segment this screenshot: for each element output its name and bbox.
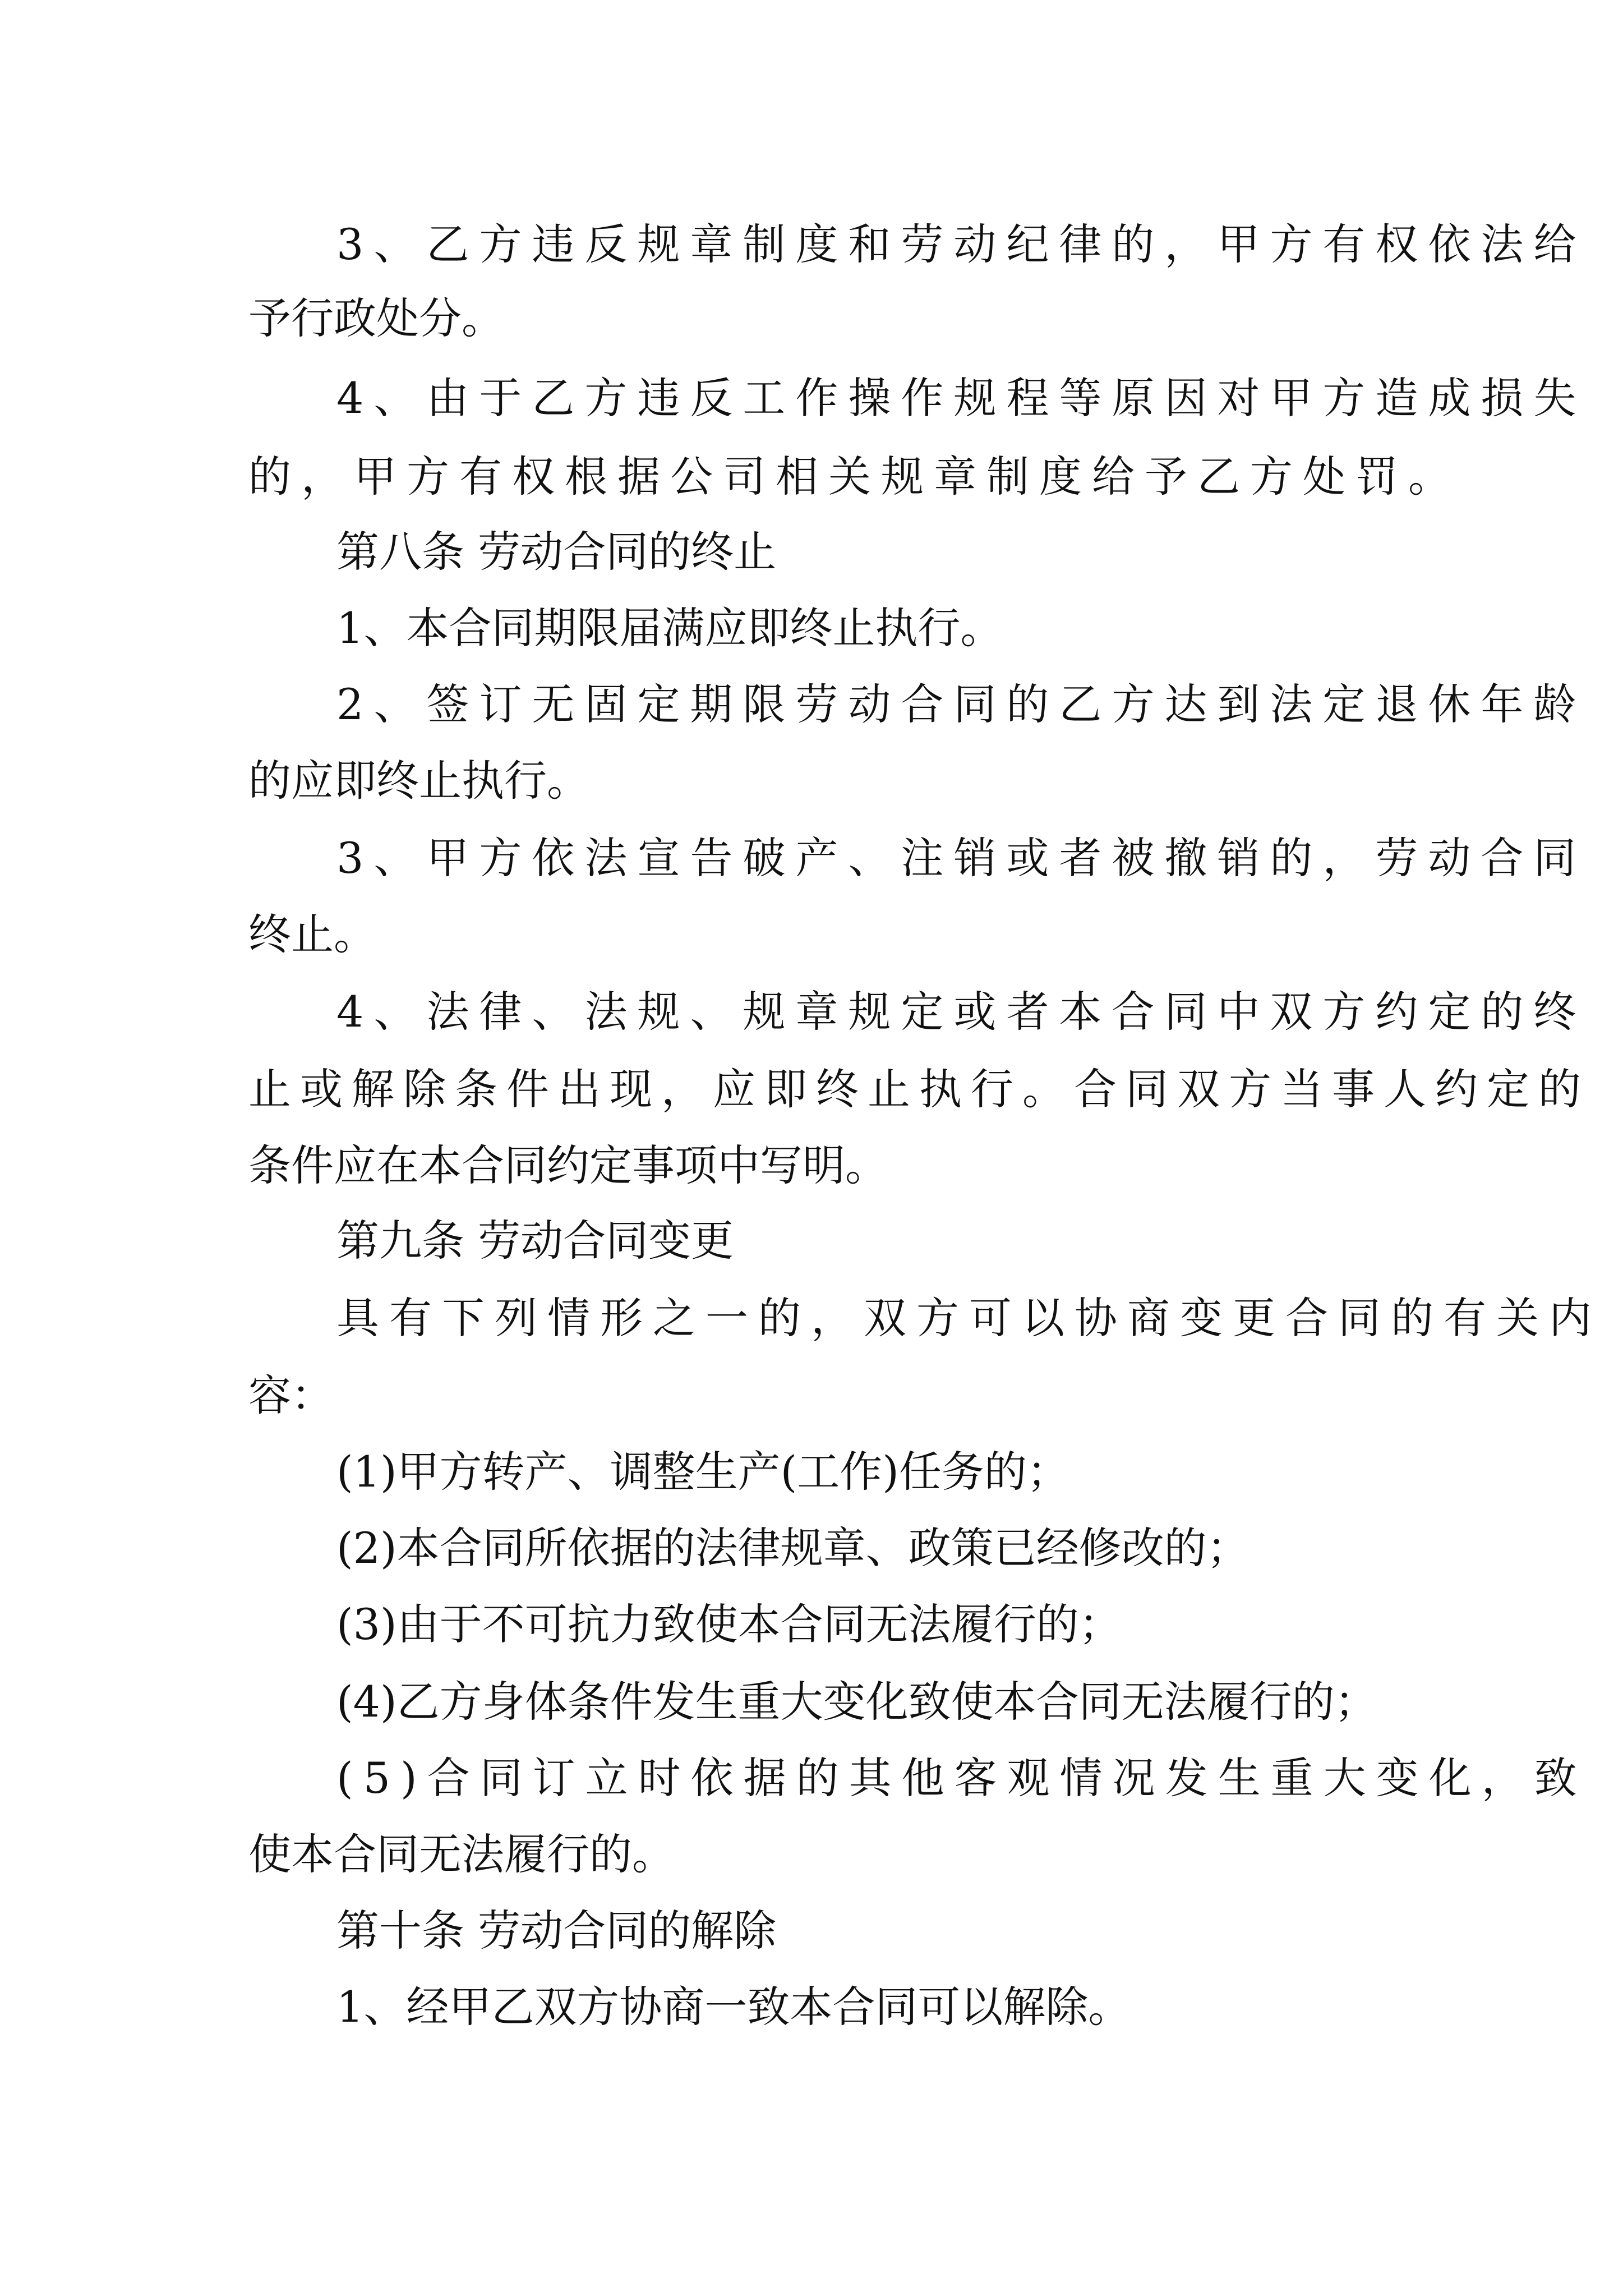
clause-7-item-4-line-1: 4、由于乙方违反工作操作规程等原因对甲方造成损失 — [336, 373, 1587, 423]
clause-9-case-4: (4)乙方身体条件发生重大变化致使本合同无法履行的； — [336, 1677, 1377, 1727]
clause-8-item-4-line-3: 条件应在本合同约定事项中写明。 — [248, 1140, 888, 1190]
clause-9-case-5-line-2: 使本合同无法履行的。 — [248, 1829, 675, 1879]
clause-8-item-3-line-1: 3、甲方依法宣告破产、注销或者被撤销的，劳动合同 — [336, 833, 1587, 883]
clause-9-case-3: (3)由于不可抗力致使本合同无法履行的； — [336, 1599, 1122, 1649]
clause-9-case-2: (2)本合同所依据的法律规章、政策已经修改的； — [336, 1523, 1249, 1573]
clause-8-heading: 第八条 劳动合同的终止 — [336, 527, 777, 577]
clause-9-heading: 第九条 劳动合同变更 — [336, 1216, 734, 1266]
clause-10-heading: 第十条 劳动合同的解除 — [336, 1906, 777, 1955]
clause-10-item-1: 1、经甲乙双方协商一致本合同可以解除。 — [336, 1982, 1131, 2032]
clause-9-intro-line-1: 具有下列情形之一的，双方可以协商变更合同的有关内 — [336, 1293, 1602, 1343]
clause-7-item-4-line-2: 的，甲方有权根据公司相关规章制度给予乙方处罚。 — [248, 452, 1461, 501]
clause-8-item-2-line-2: 的应即终止执行。 — [248, 756, 589, 806]
clause-7-item-3-line-2: 予行政处分。 — [248, 293, 504, 343]
clause-8-item-2-line-1: 2、签订无固定期限劳动合同的乙方达到法定退休年龄 — [336, 679, 1587, 729]
clause-9-case-1: (1)甲方转产、调整生产(工作)任务的； — [336, 1447, 1069, 1497]
clause-9-intro-line-2: 容： — [248, 1370, 334, 1420]
clause-8-item-4-line-1: 4、法律、法规、规章规定或者本合同中双方约定的终 — [336, 987, 1587, 1037]
clause-8-item-3-line-2: 终止。 — [248, 909, 376, 959]
clause-7-item-3-line-1: 3、乙方违反规章制度和劳动纪律的，甲方有权依法给 — [336, 219, 1587, 269]
clause-8-item-4-line-2: 止或解除条件出现，应即终止执行。合同双方当事人约定的 — [248, 1064, 1590, 1114]
clause-8-item-1: 1、本合同期限届满应即终止执行。 — [336, 603, 1003, 653]
clause-9-case-5-line-1: (5)合同订立时依据的其他客观情况发生重大变化，致 — [336, 1753, 1587, 1803]
